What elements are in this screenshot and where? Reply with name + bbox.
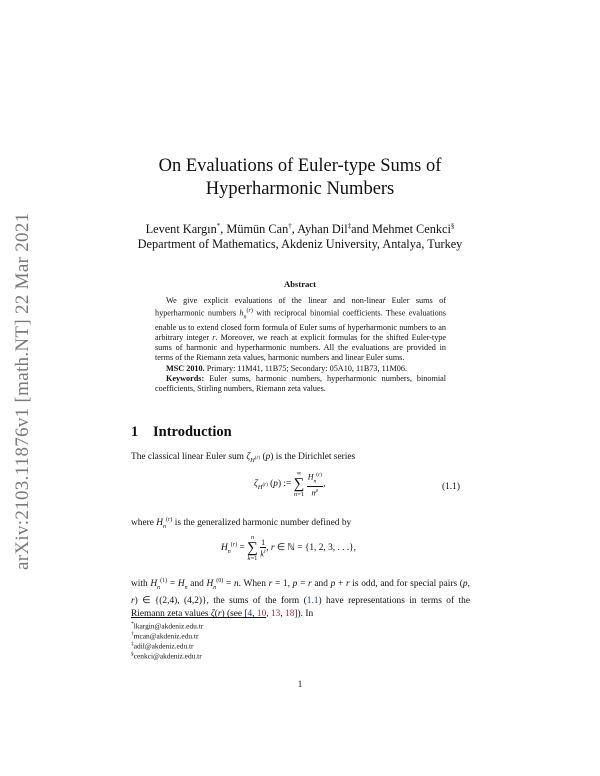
eq-ref-link[interactable]: 1.1: [306, 596, 319, 607]
msc-line: MSC 2010. Primary: 11M41, 11B75; Secondary: 05A10, 11B73, 11M06.: [166, 363, 407, 373]
keywords-line: Keywords: Euler sums, harmonic numbers, hyperharmonic numbers, binomial coefficients, Stirling numbers, Riemann zeta values.: [155, 373, 446, 393]
author-1-mark: *: [216, 222, 221, 230]
author-1: Levent Kargın: [145, 222, 217, 237]
citation-link[interactable]: 10: [256, 609, 267, 620]
abstract-paragraph: We give explicit evaluations of the linear and non-linear Euler sums of hyperharmonic numbers $h_n^{(r)}$ with reciprocal binomial coefficients. These evaluations enable us to extend closed form formula of Euler sums of hyperharmonic numbers to an arbitrary integer r. Moreover, we reach at explicit formulas for the shifted Euler-type sums of harmonic and hyperharmonic numbers. All the evaluations are provided in terms of the Riemann zeta values, harmonic numbers and linear Euler sums.: [155, 296, 447, 363]
affiliation: Department of Mathematics, Akdeniz University, Antalya, Turkey: [137, 237, 463, 252]
author-2-mark: †: [288, 222, 292, 230]
author-names: Levent Kargın*, Mümün Can†, Ayhan Dil‡and Mehmet Cenkci§: [145, 222, 455, 237]
section-number: 1: [131, 424, 139, 440]
body-paragraph-1: The classical linear Euler sum $\zeta_{H^{(r)}}$ (p) is the Dirichlet series: [131, 452, 356, 464]
equation-harmonic-def: $H_n^{(r)} = n$ ∑ k=1 $\frac{1}{k^r}$ , r ∈ ℕ = {1, 2, 3, . . .},: [221, 534, 357, 562]
abstract-body: [155, 296, 446, 394]
body-paragraph-3: with $H_n^{(1)} = H_n$ and $H_n^{(0)} = n$. When r = 1, p = r and p + r is odd, and for special pairs (p, r) ∈ {(2,4), (4,2)}, the sums of the form (1.1) have representations in terms of the Riemann zeta values ζ(r) (see [4, 10, 13, 18]). In: [131, 578, 470, 620]
paper-title: [0, 155, 600, 201]
section-title: Introduction: [153, 424, 232, 440]
footnote-rule: [131, 617, 266, 618]
footnote: §cenkci@akdeniz.edu.tr: [131, 651, 202, 661]
author-4: Mehmet Cenkci: [372, 222, 451, 237]
footnote: †mcan@akdeniz.edu.tr: [131, 631, 199, 641]
equation-1-1: $\zeta_{H^{(r)}}$ (p) := ∞ ∑ n=1 $\frac{H_n^{(r)}}{n^p}$ ,: [254, 470, 326, 498]
section-heading: [131, 424, 232, 441]
title-line-2: Hyperharmonic Numbers: [205, 179, 395, 199]
author-block: [0, 219, 600, 252]
footnote: ‡adil@akdeniz.edu.tr: [131, 641, 194, 651]
author-3: Ayhan Dil: [297, 222, 348, 237]
arxiv-stamp-text: arXiv:2103.11876v1 [math.NT] 22 Mar 2021: [12, 212, 33, 570]
author-3-mark: ‡: [347, 222, 352, 230]
author-4-mark: §: [450, 222, 455, 230]
body-paragraph-2: where $H_n^{(r)}$ is the generalized harmonic number defined by: [131, 517, 352, 530]
title-line-1: On Evaluations of Euler-type Sums of: [158, 156, 442, 176]
author-2: Mümün Can: [226, 222, 289, 237]
footnote: *lkargin@akdeniz.edu.tr: [131, 621, 204, 631]
equation-1-1-number: (1.1): [442, 482, 460, 492]
citation-link[interactable]: 18: [285, 609, 295, 620]
citation-link[interactable]: 13: [270, 609, 281, 620]
abstract-heading: Abstract: [284, 279, 316, 289]
citation-link[interactable]: 4: [247, 609, 253, 620]
page-number: 1: [297, 680, 303, 690]
